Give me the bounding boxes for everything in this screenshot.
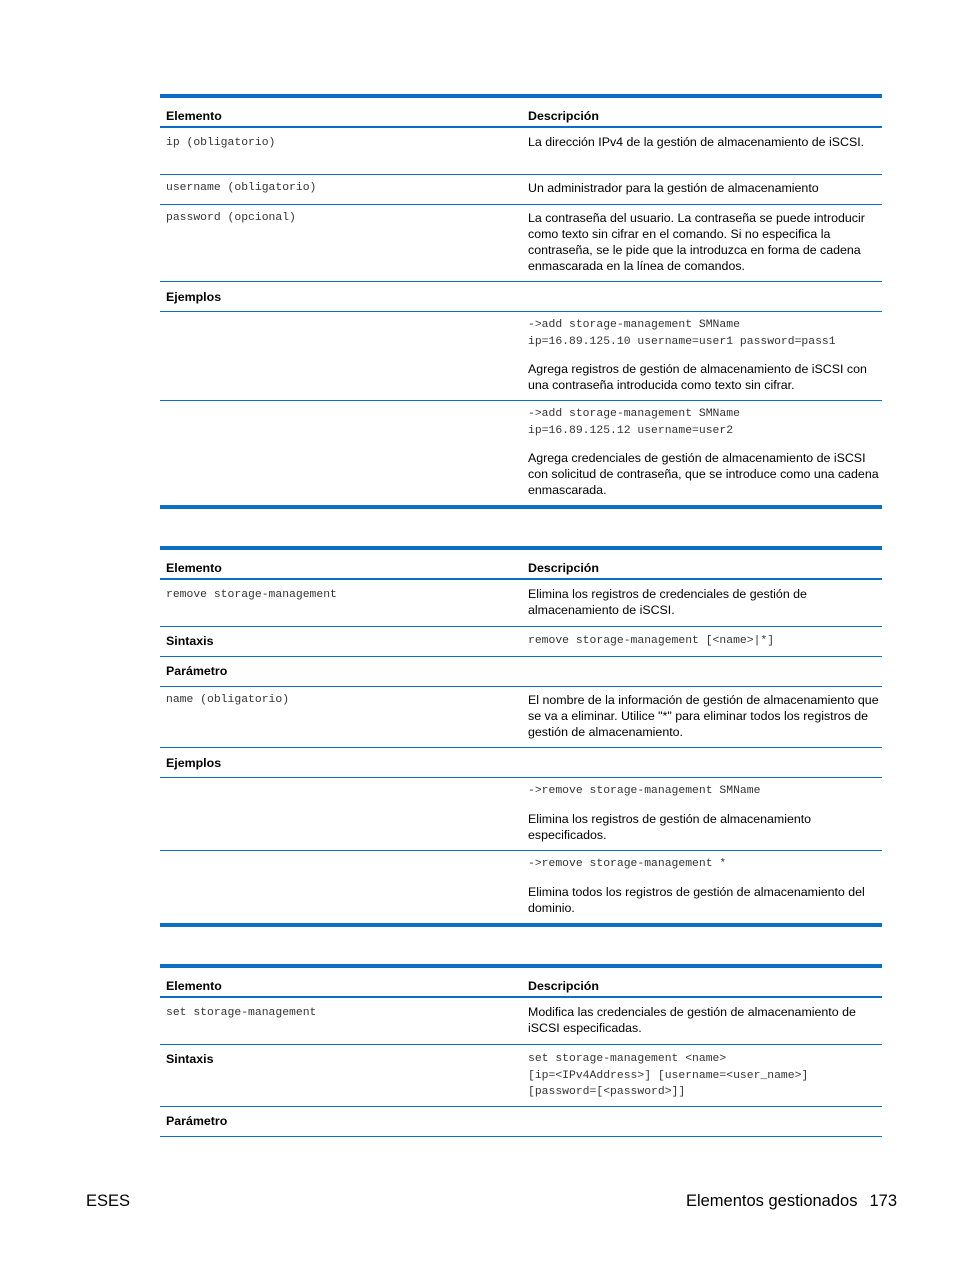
syntax-row — [160, 1045, 882, 1107]
param-desc: El nombre de la información de gestión de almacenamiento que se va a eliminar. Utilice "*" para eliminar todos los registros de gestión de almacenamiento. — [528, 693, 879, 739]
command-name: remove storage-management — [166, 589, 337, 601]
example-desc: Agrega credenciales de gestión de almacenamiento de iSCSI con solicitud de contraseña, que se introduce como una cadena enmascarada. — [528, 451, 879, 497]
table-row — [160, 205, 882, 282]
syntax-row — [160, 627, 882, 657]
row-desc: La contraseña del usuario. La contraseña se puede introducir como texto sin cifrar en el comando. Si no especifica la contraseña, se le pide que la introduzca en forma de cadena enmascarada en la línea de comandos. — [528, 211, 865, 273]
example-code: ->add storage-management SMName ip=16.89.125.10 username=user1 password=pass1 — [528, 319, 836, 348]
table-set-storage-management — [160, 964, 882, 1137]
syntax-code: remove storage-management [<name>|*] — [528, 635, 775, 647]
header-elemento: Elemento — [166, 561, 222, 575]
table-bottom-rule — [160, 923, 882, 927]
syntax-label: Sintaxis — [166, 1052, 214, 1066]
command-desc: Elimina los registros de credenciales de gestión de almacenamiento de iSCSI. — [528, 587, 807, 617]
row-item: password (opcional) — [166, 212, 296, 224]
table-bottom-rule — [160, 505, 882, 509]
row-item: username (obligatorio) — [166, 182, 317, 194]
table-row — [160, 128, 882, 175]
header-descripcion: Descripción — [528, 979, 599, 993]
example-row — [160, 312, 882, 401]
footer-section — [686, 1191, 897, 1211]
example-desc: Agrega registros de gestión de almacenamiento de iSCSI con una contraseña introducida como texto sin cifrar. — [528, 362, 867, 392]
row-desc: Un administrador para la gestión de almacenamiento — [528, 181, 819, 195]
row-item: ip (obligatorio) — [166, 137, 276, 149]
param-label-row — [160, 1107, 882, 1137]
example-row — [160, 401, 882, 505]
command-desc: Modifica las credenciales de gestión de almacenamiento de iSCSI especificadas. — [528, 1005, 856, 1035]
syntax-code: set storage-management <name> [ip=<IPv4Address>] [username=<user_name>] [password=[<password>]] — [528, 1053, 809, 1098]
command-row — [160, 998, 882, 1045]
header-elemento: Elemento — [166, 979, 222, 993]
table-header-row — [160, 968, 882, 998]
param-row — [160, 687, 882, 748]
header-descripcion: Descripción — [528, 109, 599, 123]
row-desc: La dirección IPv4 de la gestión de almacenamiento de iSCSI. — [528, 135, 865, 149]
table-remove-storage-management — [160, 546, 882, 927]
command-row — [160, 580, 882, 627]
example-desc: Elimina todos los registros de gestión de almacenamiento del dominio. — [528, 884, 865, 915]
syntax-label: Sintaxis — [166, 634, 214, 648]
table-add-storage-management — [160, 94, 882, 509]
example-code: ->remove storage-management SMName — [528, 785, 761, 797]
param-name: name (obligatorio) — [166, 694, 290, 706]
example-code: ->add storage-management SMName ip=16.89.125.12 username=user2 — [528, 408, 740, 437]
examples-label-row — [160, 748, 882, 778]
footer-section-title: Elementos gestionados — [685, 1192, 858, 1210]
param-label-row — [160, 657, 882, 687]
example-row — [160, 851, 882, 923]
param-label: Parámetro — [166, 1114, 228, 1128]
table-row — [160, 175, 882, 205]
examples-label: Ejemplos — [166, 290, 222, 304]
page-number: 173 — [869, 1192, 897, 1210]
param-label: Parámetro — [166, 664, 228, 678]
header-descripcion: Descripción — [528, 561, 599, 575]
table-header-row — [160, 98, 882, 128]
examples-label: Ejemplos — [166, 756, 222, 770]
header-elemento: Elemento — [166, 109, 222, 123]
command-name: set storage-management — [166, 1007, 317, 1019]
examples-label-row — [160, 282, 882, 312]
example-row — [160, 778, 882, 851]
example-code: ->remove storage-management * — [528, 858, 727, 870]
example-desc: Elimina los registros de gestión de almacenamiento especificados. — [528, 811, 812, 842]
footer-language: ESES — [86, 1192, 131, 1210]
table-header-row — [160, 550, 882, 580]
